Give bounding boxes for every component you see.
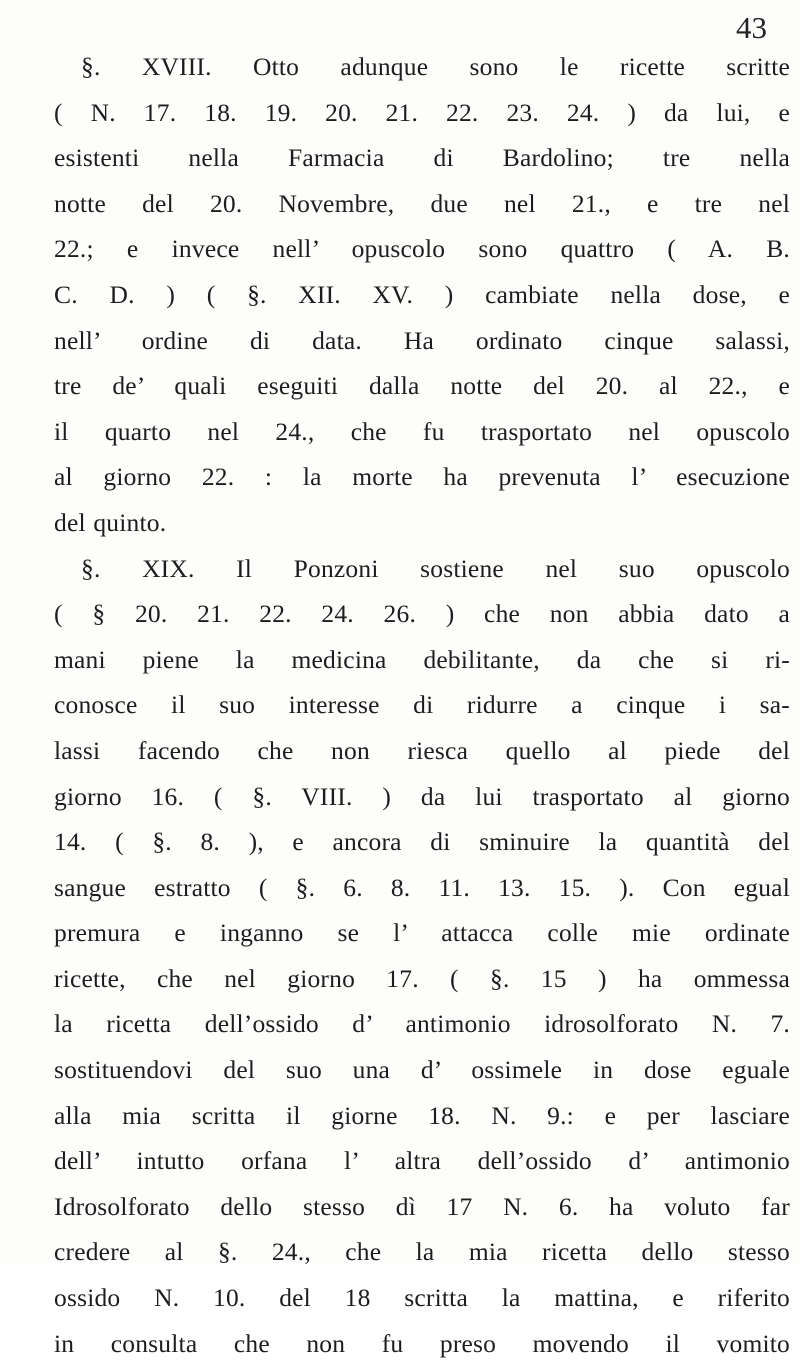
text-line: 22.; e invece nell’ opuscolo sono quattro ( A. B. [54, 234, 790, 264]
text-line: credere al §. 24., che la mia ricetta dello stesso [54, 1237, 790, 1267]
text-line: il quarto nel 24., che fu trasportato nel opuscolo [54, 416, 790, 446]
text-line: giorno 16. ( §. VIII. ) da lui trasportato al giorno [54, 781, 790, 811]
text-line: conosce il suo interesse di ridurre a cinque i sa- [54, 690, 790, 720]
text-line: mani piene la medicina debilitante, da che si ri- [54, 644, 790, 674]
text-line: sostituendovi del suo una d’ ossimele in dose eguale [54, 1055, 790, 1085]
text-line: tre de’ quali eseguiti dalla notte del 20. al 22., e [54, 371, 790, 401]
text-line: nell’ ordine di data. Ha ordinato cinque salassi, [54, 325, 790, 355]
text-line: §. XIX. Il Ponzoni sostiene nel suo opuscolo [81, 553, 790, 583]
text-line: lassi facendo che non riesca quello al piede del [54, 735, 790, 765]
text-line: al giorno 22. : la morte ha prevenuta l’ esecuzione [54, 462, 790, 492]
text-line: ( N. 17. 18. 19. 20. 21. 22. 23. 24. ) da lui, e [54, 97, 790, 127]
text-line: esistenti nella Farmacia di Bardolino; tre nella [54, 143, 790, 173]
text-line: C. D. ) ( §. XII. XV. ) cambiate nella dose, e [54, 279, 790, 309]
page-number: 43 [736, 10, 767, 45]
text-line: ossido N. 10. del 18 scritta la mattina, e riferito [54, 1283, 790, 1313]
text-line: 14. ( §. 8. ), e ancora di sminuire la quantità del [54, 827, 790, 857]
text-line: premura e inganno se l’ attacca colle mie ordinate [54, 918, 790, 948]
text-line: alla mia scritta il giorne 18. N. 9.: e per lasciare [54, 1100, 790, 1130]
text-line: Idrosolforato dello stesso dì 17 N. 6. ha voluto far [54, 1191, 790, 1221]
text-line: la ricetta dell’ossido d’ antimonio idrosolforato N. 7. [54, 1009, 790, 1039]
text-line: notte del 20. Novembre, due nel 21., e tre nel [54, 188, 790, 218]
text-line: ( § 20. 21. 22. 24. 26. ) che non abbia dato a [54, 599, 790, 629]
text-line: §. XVIII. Otto adunque sono le ricette scritte [81, 52, 790, 81]
text-line: dell’ intutto orfana l’ altra dell’ossido d’ antimonio [54, 1146, 790, 1176]
text-line: sangue estratto ( §. 6. 8. 11. 13. 15. ). Con egual [54, 872, 790, 902]
text-line: del quinto. [54, 507, 167, 537]
body-text [54, 44, 790, 1366]
text-line: ricette, che nel giorno 17. ( §. 15 ) ha ommessa [54, 963, 790, 993]
text-line: in consulta che non fu preso movendo il vomito [54, 1328, 790, 1358]
